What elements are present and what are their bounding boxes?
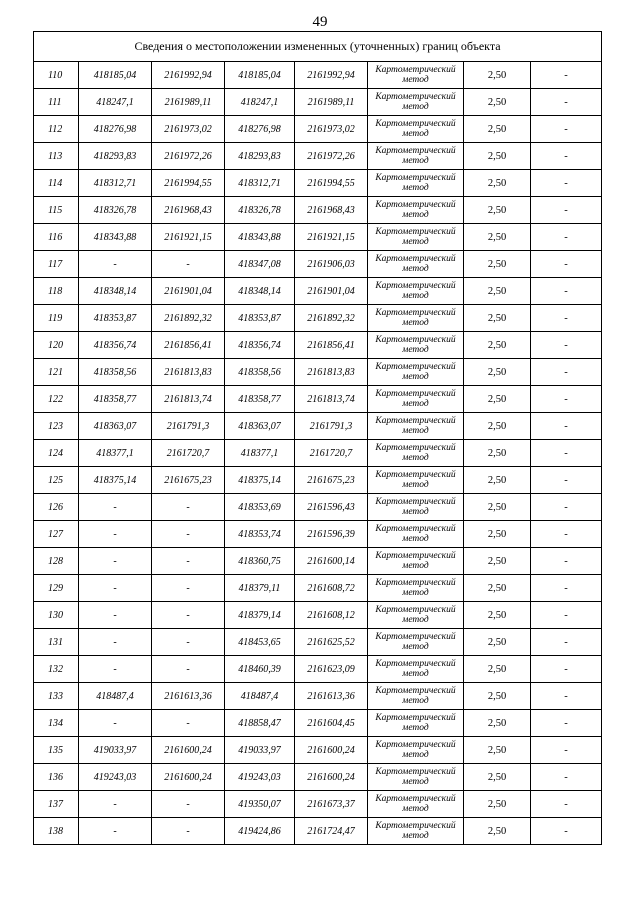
refined-x-cell: 418185,04 <box>225 62 295 89</box>
refined-x-cell: 418379,14 <box>225 602 295 629</box>
determination-method-cell: Картометрический метод <box>368 575 464 602</box>
existing-y-cell: 2161972,26 <box>152 143 225 170</box>
determination-method-cell: Картометрический метод <box>368 62 464 89</box>
formula-cell: - <box>531 764 602 791</box>
refined-y-cell: 2161604,45 <box>295 710 368 737</box>
refined-x-cell: 419424,86 <box>225 818 295 845</box>
determination-method-cell: Картометрический метод <box>368 602 464 629</box>
determination-method-cell: Картометрический метод <box>368 548 464 575</box>
refined-x-cell: 418375,14 <box>225 467 295 494</box>
refined-x-cell: 418858,47 <box>225 710 295 737</box>
point-number-cell: 117 <box>34 251 79 278</box>
existing-x-cell: - <box>79 629 152 656</box>
table-row <box>34 521 602 548</box>
point-number-cell: 137 <box>34 791 79 818</box>
existing-y-cell: 2161973,02 <box>152 116 225 143</box>
existing-x-cell: 418312,71 <box>79 170 152 197</box>
determination-method-cell: Картометрический метод <box>368 305 464 332</box>
determination-method-cell: Картометрический метод <box>368 278 464 305</box>
accuracy-cell: 2,50 <box>464 143 531 170</box>
existing-y-cell: 2161720,7 <box>152 440 225 467</box>
existing-y-cell: - <box>152 251 225 278</box>
formula-cell: - <box>531 683 602 710</box>
refined-y-cell: 2161906,03 <box>295 251 368 278</box>
table-row <box>34 89 602 116</box>
accuracy-cell: 2,50 <box>464 440 531 467</box>
point-number-cell: 128 <box>34 548 79 575</box>
accuracy-cell: 2,50 <box>464 575 531 602</box>
formula-cell: - <box>531 656 602 683</box>
existing-y-cell: 2161813,74 <box>152 386 225 413</box>
point-number-cell: 131 <box>34 629 79 656</box>
formula-cell: - <box>531 791 602 818</box>
table-row <box>34 467 602 494</box>
accuracy-cell: 2,50 <box>464 116 531 143</box>
refined-x-cell: 419350,07 <box>225 791 295 818</box>
refined-y-cell: 2161968,43 <box>295 197 368 224</box>
existing-x-cell: - <box>79 575 152 602</box>
existing-x-cell: 418487,4 <box>79 683 152 710</box>
determination-method-cell: Картометрический метод <box>368 467 464 494</box>
existing-y-cell: 2161994,55 <box>152 170 225 197</box>
refined-x-cell: 418363,07 <box>225 413 295 440</box>
determination-method-cell: Картометрический метод <box>368 440 464 467</box>
point-number-cell: 126 <box>34 494 79 521</box>
determination-method-cell: Картометрический метод <box>368 791 464 818</box>
accuracy-cell: 2,50 <box>464 359 531 386</box>
determination-method-cell: Картометрический метод <box>368 413 464 440</box>
point-number-cell: 130 <box>34 602 79 629</box>
refined-x-cell: 418312,71 <box>225 170 295 197</box>
existing-y-cell: - <box>152 521 225 548</box>
accuracy-cell: 2,50 <box>464 170 531 197</box>
table-row <box>34 278 602 305</box>
formula-cell: - <box>531 386 602 413</box>
accuracy-cell: 2,50 <box>464 521 531 548</box>
existing-x-cell: 418293,83 <box>79 143 152 170</box>
determination-method-cell: Картометрический метод <box>368 89 464 116</box>
refined-x-cell: 418460,39 <box>225 656 295 683</box>
table-row <box>34 548 602 575</box>
formula-cell: - <box>531 818 602 845</box>
table-row <box>34 62 602 89</box>
existing-x-cell: - <box>79 521 152 548</box>
point-number-cell: 125 <box>34 467 79 494</box>
table-row <box>34 656 602 683</box>
existing-x-cell: - <box>79 710 152 737</box>
accuracy-cell: 2,50 <box>464 548 531 575</box>
table-row <box>34 575 602 602</box>
point-number-cell: 118 <box>34 278 79 305</box>
existing-x-cell: 419243,03 <box>79 764 152 791</box>
accuracy-cell: 2,50 <box>464 791 531 818</box>
table-row <box>34 197 602 224</box>
point-number-cell: 124 <box>34 440 79 467</box>
formula-cell: - <box>531 251 602 278</box>
existing-y-cell: 2161968,43 <box>152 197 225 224</box>
existing-x-cell: 418358,56 <box>79 359 152 386</box>
refined-y-cell: 2161813,74 <box>295 386 368 413</box>
refined-y-cell: 2161901,04 <box>295 278 368 305</box>
accuracy-cell: 2,50 <box>464 656 531 683</box>
determination-method-cell: Картометрический метод <box>368 521 464 548</box>
formula-cell: - <box>531 359 602 386</box>
formula-cell: - <box>531 332 602 359</box>
refined-y-cell: 2161596,39 <box>295 521 368 548</box>
existing-y-cell: - <box>152 818 225 845</box>
table-row <box>34 224 602 251</box>
accuracy-cell: 2,50 <box>464 89 531 116</box>
existing-y-cell: 2161600,24 <box>152 764 225 791</box>
refined-y-cell: 2161608,12 <box>295 602 368 629</box>
table-row <box>34 143 602 170</box>
refined-y-cell: 2161675,23 <box>295 467 368 494</box>
formula-cell: - <box>531 548 602 575</box>
existing-x-cell: 418326,78 <box>79 197 152 224</box>
determination-method-cell: Картометрический метод <box>368 224 464 251</box>
table-row <box>34 386 602 413</box>
refined-x-cell: 419243,03 <box>225 764 295 791</box>
refined-x-cell: 418358,77 <box>225 386 295 413</box>
existing-x-cell: - <box>79 818 152 845</box>
formula-cell: - <box>531 440 602 467</box>
accuracy-cell: 2,50 <box>464 305 531 332</box>
existing-y-cell: 2161921,15 <box>152 224 225 251</box>
existing-y-cell: 2161791,3 <box>152 413 225 440</box>
table-row <box>34 116 602 143</box>
formula-cell: - <box>531 710 602 737</box>
determination-method-cell: Картометрический метод <box>368 332 464 359</box>
refined-x-cell: 418348,14 <box>225 278 295 305</box>
refined-y-cell: 2161791,3 <box>295 413 368 440</box>
refined-y-cell: 2161892,32 <box>295 305 368 332</box>
existing-y-cell: - <box>152 575 225 602</box>
accuracy-cell: 2,50 <box>464 278 531 305</box>
point-number-cell: 129 <box>34 575 79 602</box>
determination-method-cell: Картометрический метод <box>368 629 464 656</box>
refined-y-cell: 2161600,24 <box>295 737 368 764</box>
determination-method-cell: Картометрический метод <box>368 710 464 737</box>
point-number-cell: 110 <box>34 62 79 89</box>
refined-x-cell: 418353,87 <box>225 305 295 332</box>
refined-y-cell: 2161608,72 <box>295 575 368 602</box>
existing-x-cell: - <box>79 251 152 278</box>
existing-y-cell: - <box>152 629 225 656</box>
determination-method-cell: Картометрический метод <box>368 170 464 197</box>
refined-y-cell: 2161625,52 <box>295 629 368 656</box>
formula-cell: - <box>531 629 602 656</box>
point-number-cell: 138 <box>34 818 79 845</box>
table-row <box>34 170 602 197</box>
refined-y-cell: 2161921,15 <box>295 224 368 251</box>
accuracy-cell: 2,50 <box>464 467 531 494</box>
formula-cell: - <box>531 575 602 602</box>
refined-x-cell: 418326,78 <box>225 197 295 224</box>
existing-x-cell: 418358,77 <box>79 386 152 413</box>
page-number: 49 <box>312 14 328 30</box>
table-body <box>34 32 602 845</box>
formula-cell: - <box>531 413 602 440</box>
refined-y-cell: 2161720,7 <box>295 440 368 467</box>
formula-cell: - <box>531 602 602 629</box>
existing-x-cell: - <box>79 548 152 575</box>
point-number-cell: 133 <box>34 683 79 710</box>
table-row <box>34 791 602 818</box>
table-row <box>34 359 602 386</box>
table-row <box>34 413 602 440</box>
existing-y-cell: - <box>152 710 225 737</box>
existing-x-cell: 418276,98 <box>79 116 152 143</box>
point-number-cell: 122 <box>34 386 79 413</box>
existing-x-cell: - <box>79 602 152 629</box>
refined-y-cell: 2161600,14 <box>295 548 368 575</box>
existing-x-cell: 418375,14 <box>79 467 152 494</box>
point-number-cell: 136 <box>34 764 79 791</box>
refined-y-cell: 2161973,02 <box>295 116 368 143</box>
accuracy-cell: 2,50 <box>464 602 531 629</box>
refined-x-cell: 418347,08 <box>225 251 295 278</box>
accuracy-cell: 2,50 <box>464 413 531 440</box>
existing-y-cell: - <box>152 656 225 683</box>
existing-y-cell: 2161813,83 <box>152 359 225 386</box>
point-number-cell: 132 <box>34 656 79 683</box>
table-row <box>34 764 602 791</box>
refined-y-cell: 2161623,09 <box>295 656 368 683</box>
formula-cell: - <box>531 62 602 89</box>
existing-x-cell: 418343,88 <box>79 224 152 251</box>
refined-y-cell: 2161596,43 <box>295 494 368 521</box>
existing-y-cell: 2161901,04 <box>152 278 225 305</box>
refined-x-cell: 418453,65 <box>225 629 295 656</box>
point-number-cell: 134 <box>34 710 79 737</box>
refined-x-cell: 418353,69 <box>225 494 295 521</box>
formula-cell: - <box>531 224 602 251</box>
refined-x-cell: 418356,74 <box>225 332 295 359</box>
existing-y-cell: 2161992,94 <box>152 62 225 89</box>
point-number-cell: 127 <box>34 521 79 548</box>
point-number-cell: 112 <box>34 116 79 143</box>
determination-method-cell: Картометрический метод <box>368 737 464 764</box>
determination-method-cell: Картометрический метод <box>368 494 464 521</box>
refined-y-cell: 2161856,41 <box>295 332 368 359</box>
table-row <box>34 629 602 656</box>
table-row <box>34 683 602 710</box>
point-number-cell: 123 <box>34 413 79 440</box>
point-number-cell: 115 <box>34 197 79 224</box>
refined-x-cell: 418377,1 <box>225 440 295 467</box>
accuracy-cell: 2,50 <box>464 62 531 89</box>
formula-cell: - <box>531 305 602 332</box>
existing-x-cell: 418363,07 <box>79 413 152 440</box>
existing-y-cell: 2161989,11 <box>152 89 225 116</box>
point-number-cell: 119 <box>34 305 79 332</box>
point-number-cell: 116 <box>34 224 79 251</box>
existing-x-cell: 418353,87 <box>79 305 152 332</box>
refined-x-cell: 418379,11 <box>225 575 295 602</box>
determination-method-cell: Картометрический метод <box>368 818 464 845</box>
existing-y-cell: - <box>152 602 225 629</box>
existing-y-cell: - <box>152 791 225 818</box>
refined-y-cell: 2161813,83 <box>295 359 368 386</box>
point-number-cell: 135 <box>34 737 79 764</box>
existing-x-cell: 418377,1 <box>79 440 152 467</box>
determination-method-cell: Картометрический метод <box>368 116 464 143</box>
accuracy-cell: 2,50 <box>464 251 531 278</box>
table-row <box>34 305 602 332</box>
table-row <box>34 602 602 629</box>
existing-x-cell: - <box>79 494 152 521</box>
refined-x-cell: 418358,56 <box>225 359 295 386</box>
point-number-cell: 113 <box>34 143 79 170</box>
accuracy-cell: 2,50 <box>464 629 531 656</box>
existing-x-cell: - <box>79 791 152 818</box>
determination-method-cell: Картометрический метод <box>368 359 464 386</box>
table-row <box>34 737 602 764</box>
determination-method-cell: Картометрический метод <box>368 251 464 278</box>
accuracy-cell: 2,50 <box>464 332 531 359</box>
determination-method-cell: Картометрический метод <box>368 764 464 791</box>
determination-method-cell: Картометрический метод <box>368 386 464 413</box>
table-title-row <box>34 32 602 62</box>
table-row <box>34 710 602 737</box>
formula-cell: - <box>531 89 602 116</box>
refined-y-cell: 2161992,94 <box>295 62 368 89</box>
accuracy-cell: 2,50 <box>464 224 531 251</box>
accuracy-cell: 2,50 <box>464 386 531 413</box>
accuracy-cell: 2,50 <box>464 197 531 224</box>
existing-x-cell: 418348,14 <box>79 278 152 305</box>
refined-y-cell: 2161673,37 <box>295 791 368 818</box>
formula-cell: - <box>531 143 602 170</box>
table-row <box>34 332 602 359</box>
table-row <box>34 440 602 467</box>
accuracy-cell: 2,50 <box>464 683 531 710</box>
refined-y-cell: 2161972,26 <box>295 143 368 170</box>
point-number-cell: 111 <box>34 89 79 116</box>
refined-x-cell: 418276,98 <box>225 116 295 143</box>
accuracy-cell: 2,50 <box>464 494 531 521</box>
existing-x-cell: 419033,97 <box>79 737 152 764</box>
existing-x-cell: 418247,1 <box>79 89 152 116</box>
formula-cell: - <box>531 737 602 764</box>
point-number-cell: 120 <box>34 332 79 359</box>
determination-method-cell: Картометрический метод <box>368 656 464 683</box>
existing-y-cell: 2161613,36 <box>152 683 225 710</box>
determination-method-cell: Картометрический метод <box>368 683 464 710</box>
boundary-coordinates-table <box>33 31 602 845</box>
refined-x-cell: 418247,1 <box>225 89 295 116</box>
table-row <box>34 818 602 845</box>
existing-x-cell: 418185,04 <box>79 62 152 89</box>
formula-cell: - <box>531 467 602 494</box>
existing-y-cell: - <box>152 548 225 575</box>
refined-x-cell: 418487,4 <box>225 683 295 710</box>
refined-x-cell: 418293,83 <box>225 143 295 170</box>
refined-x-cell: 418353,74 <box>225 521 295 548</box>
existing-y-cell: 2161856,41 <box>152 332 225 359</box>
refined-y-cell: 2161613,36 <box>295 683 368 710</box>
accuracy-cell: 2,50 <box>464 818 531 845</box>
accuracy-cell: 2,50 <box>464 710 531 737</box>
refined-y-cell: 2161994,55 <box>295 170 368 197</box>
point-number-cell: 114 <box>34 170 79 197</box>
existing-y-cell: 2161600,24 <box>152 737 225 764</box>
existing-y-cell: - <box>152 494 225 521</box>
existing-y-cell: 2161675,23 <box>152 467 225 494</box>
formula-cell: - <box>531 170 602 197</box>
determination-method-cell: Картометрический метод <box>368 197 464 224</box>
formula-cell: - <box>531 494 602 521</box>
formula-cell: - <box>531 278 602 305</box>
table-row <box>34 251 602 278</box>
formula-cell: - <box>531 521 602 548</box>
formula-cell: - <box>531 197 602 224</box>
existing-x-cell: - <box>79 656 152 683</box>
refined-y-cell: 2161600,24 <box>295 764 368 791</box>
formula-cell: - <box>531 116 602 143</box>
table-title: Сведения о местоположении измененных (уточненных) границ объекта <box>34 32 602 62</box>
accuracy-cell: 2,50 <box>464 764 531 791</box>
accuracy-cell: 2,50 <box>464 737 531 764</box>
existing-x-cell: 418356,74 <box>79 332 152 359</box>
existing-y-cell: 2161892,32 <box>152 305 225 332</box>
table-row <box>34 494 602 521</box>
refined-x-cell: 418343,88 <box>225 224 295 251</box>
refined-x-cell: 418360,75 <box>225 548 295 575</box>
point-number-cell: 121 <box>34 359 79 386</box>
determination-method-cell: Картометрический метод <box>368 143 464 170</box>
refined-x-cell: 419033,97 <box>225 737 295 764</box>
refined-y-cell: 2161724,47 <box>295 818 368 845</box>
refined-y-cell: 2161989,11 <box>295 89 368 116</box>
